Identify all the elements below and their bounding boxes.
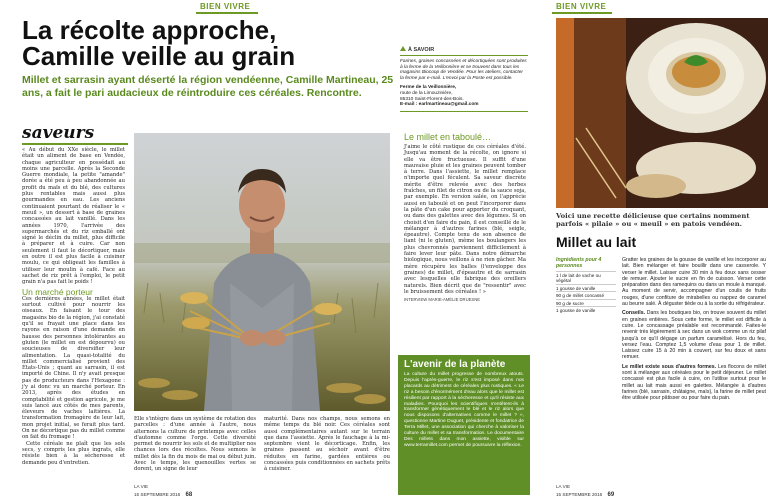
standfirst: Millet et sarrasin ayant déserté la région vendéenne, Camille Martineau, 25 ans, a fait le pari audacieux de réintroduire ces céréales. Rencontre. bbox=[22, 74, 394, 99]
footer-left-brand: LA VIE bbox=[134, 484, 149, 489]
column-1 bbox=[22, 147, 125, 466]
col1-paragraph-2: Ces dernières années, le millet était surtout cultivé pour nourrir les oiseaux. En faisant le tour des magasins bio de la région, j'ai constaté qu'il se frayait une place dans les rayons en raison d'une demande en hausse des personnes intolérantes au gluten (le millet en est dépourvu) ou soucieuses de diversifier leur alimentation. La quasi-totalité du millet commercialisé provient des États-Unis ; quant au sarrasin, il est importé de Chine. Il n'y avait presque pas de producteurs dans l'Hexagone : j'y ai donc vu un marché porteur. En 2013, après des études en comptabilité et gestion agricole, je me suis lancé aux côtés de mes parents, éleveurs de vaches laitières. La transformation fromagère de leur lait, mon projet initial, se ferait plus tard. On ne décortique pas du millet comme on fait du fromage ! bbox=[22, 295, 125, 441]
col1-paragraph-3: Cette céréale ne plaît que les sols secs, y compris les plus ingrats, elle résiste bien à la sécheresse et demande peu d'entretien. bbox=[22, 440, 125, 466]
avenir-title: L'avenir de la planète bbox=[404, 359, 506, 370]
ingredient-item: 90 g de millet concassé bbox=[556, 291, 616, 298]
footer-left-date-row bbox=[134, 492, 192, 498]
a-savoir-text: Farines, graines concassées et décortiquées sont produites à la ferme de la Veillonnière et se trouvent dans tous les magasins Biocoop de Vendée. Pour les ateliers, contacter la ferme par e-mail. L'envoi par la Poste est possible. bbox=[400, 59, 527, 81]
farm-line-1: Ferme de la Veillonnière, bbox=[400, 85, 457, 91]
folio-left: 68 bbox=[185, 492, 193, 498]
footer-left-date: 15 SEPTEMBRE 2016 bbox=[134, 492, 181, 497]
ingredients-title: Ingrédients pour 4 personnes bbox=[556, 257, 602, 269]
taboule-paragraph: J'aime le côté rustique de ces céréales d'été. Jusqu'au moment de la récolte, on ignore si elle va être fructueuse. Il suffit d'une mauvaise pluie et les graines peuvent tomber à terre. Dans l'assiette, le millet remplace n'importe quel féculent. Sa saveur discrète mérite d'être relevée avec des herbes fraîches, un filet de citron ou de la sauce soja, par exemple. En version salée, on l'apprécie aussi en taboulé et on peut l'incorporer dans la pâte d'un cake pour apporter du croquant, ou dans des galettes avec des légumes. Si on choisit d'en faire du pain, il est conseillé de le mélanger à d'autres farines (blé, seigle, épeautre). Compte tenu de son absence de liant (ni le gluten), même les boulangers les plus chevronnés parviennent difficilement à faire lever leur pâte. Dans notre démarche biologique, nous veillons à ne rien gâcher. Ma mère récupère les balles (l'enveloppe des graines) de millet, d'épeautre et de sarrasin avec lesquelles elle fabrique des oreillers naturels. Bien décrit que de "ressentir" avec le bruissement des céréales ! » bbox=[404, 144, 526, 295]
rubric-left: BIEN VIVRE bbox=[200, 2, 251, 11]
rubric-right: BIEN VIVRE bbox=[556, 2, 607, 11]
a-savoir-box bbox=[400, 46, 528, 112]
recipe-paragraph-3: Les flocons de millet sont à mélanger aux céréales pour le petit déjeuner. Le millet concassé est plus facile à cuire, on l'utilise surtout pour le millet au lait mais aussi en galettes. Mélangée à d'autres farines (blé, sarrasin, châtaigne, maïs), la farine de millet peut être utilisée pour pâtisser ou pour faire du pain. bbox=[622, 363, 767, 402]
column-2: Elle s'intègre dans un système de rotation des parcelles : d'une année à l'autre, nous alternons la culture de printemps avec celles d'automne comme l'orge. Cette diversité permet de nourrir les sols et de multiplier nos chances lors des récoltes. Nous semons le millet dès la fin du mois de mai ou début juin. Avec le temps, les quenouilles vertes se dorent, un signe de leur bbox=[134, 416, 256, 473]
triangle-icon bbox=[400, 46, 406, 51]
headline-line-1: La récolte approche, bbox=[22, 15, 277, 45]
farm-email: E-mail : earlmartineau@gmail.com bbox=[400, 102, 479, 108]
taboule-text bbox=[404, 144, 526, 303]
ingredient-item: 1 gousse de vanille bbox=[556, 306, 616, 313]
ingredient-item: 1 l de lait de vache ou végétal bbox=[556, 271, 616, 284]
rubric-bar-right bbox=[552, 12, 612, 14]
a-savoir-label-text: À SAVOIR bbox=[408, 47, 435, 53]
taboule-heading: Le millet en taboulé… bbox=[404, 132, 492, 142]
conseils-label: Conseils. bbox=[622, 310, 646, 317]
photo-caption: Voici une recette délicieuse que certains nomment parfois « pilaie » ou « meuil » en patois vendéen. bbox=[556, 212, 750, 228]
dessert-photo bbox=[556, 18, 768, 208]
headline bbox=[22, 17, 295, 69]
ingredients-box bbox=[556, 257, 616, 313]
farm-address bbox=[400, 85, 528, 107]
folio-right: 69 bbox=[607, 492, 615, 498]
farmer-illustration bbox=[134, 133, 390, 411]
footer-left bbox=[134, 484, 148, 489]
headline-line-2: Camille veille au grain bbox=[22, 41, 296, 71]
farmer-photo bbox=[134, 133, 390, 411]
recipe-steps bbox=[622, 257, 766, 402]
footer-right-brand: LA VIE bbox=[556, 484, 571, 489]
saveurs-rule bbox=[22, 143, 128, 145]
footer-right bbox=[556, 484, 570, 489]
avenir-box bbox=[398, 355, 530, 495]
interview-credit: INTERVIEW MARIE-AMÉLIE DRUESNE bbox=[404, 297, 481, 303]
col1-subheading: Un marché porteur bbox=[22, 286, 93, 297]
col1-paragraph-1: « Au début du XXe siècle, le millet était un aliment de base en Vendée, chaque agriculteur en possédait au moins une parcelle. Après la Seconde Guerre mondiale, la petite "amande" dorée a été peu à peu abandonnée au profit du maïs et du blé, des cultures plus rentables mais aussi plus gourmandes en eau. Les anciens continuaient pourtant de réaliser le « meuil », un dessert à base de graines concassées au lait vanillé. Dans les années 1970, l'arrivée des supermarchés et du riz emballé ont signé le déclin du millet, plus difficile à préparer et à cuire. Car non seulement il faut le décortiquer, mais en outre il est plus facile à cuisiner moulu, ce qui obligeait les familles à utiliser leur moulin à café. Face au sachet de riz prêt à l'emploi, le petit grain n'a pas fait le poids ! bbox=[22, 147, 125, 286]
farm-line-2: route de la Limouzinière, bbox=[400, 90, 453, 96]
autres-label: Le millet existe sous d'autres formes. bbox=[622, 363, 717, 370]
footer-right-date-row bbox=[556, 492, 614, 498]
recipe-paragraph-1: Gratter les graines de la gousse de vanille et les incorporer au lait. Bien mélanger et faire bouillir dans une casserole. Y verser le millet. Laisser cuire 30 min à feu doux sans cesser de remuer. Ajouter le sucre en fin de cuisson. Verser cette préparation dans des ramequins ou dans un moule à manqué. Au moment de servir, accompagner d'un coulis de fruits rouges, d'une confiture de mirabelles ou nappez de caramel au beurre salé. À déguster tiède ou à la sortie du réfrigérateur. bbox=[622, 257, 766, 308]
ingredients-list bbox=[556, 271, 616, 313]
column-3: maturité. Dans nos champs, nous semons en même temps du blé noir. Ces céréales sont aussi complémentaires autant sur le terrain que dans l'assiette. Après le fauchage à la mi-septembre vient le décorticage. Enfin, les graines passent au séchoir avant d'être réduites en farine, gardées entières ou concassées puis conditionnées en sachets prêts à cuisiner. bbox=[264, 416, 390, 473]
avenir-text: La culture du millet progresse de nombreux atouts. Depuis l'après-guerre, le riz s'est imposé dans nos placards au détriment de céréales plus rustiques. « Le riz a besoin d'énormément d'eau alors que le millet est résilient par rapport à la sécheresse et qu'il résiste aux maladies. Pourquoi les scientifiques s'entêtent-ils à transformer génétiquement le blé et le riz alors que nous disposons d'alternatives comme le millet ? », questionne Martine Duguet, présidente et fondatrice de Terra Millet, une association qui cherche à valoriser la culture du millet et sa transformation. Le documentaire Des millets dans mon assiette, visible sur www.terramillet.com permet de poursuivre la réflexion. bbox=[404, 372, 524, 448]
farm-line-3: 85310 Saint-Florent-des-Bois. bbox=[400, 96, 464, 102]
recipe-conseils bbox=[622, 310, 766, 360]
recipe-title: Millet au lait bbox=[556, 234, 637, 250]
dessert-illustration bbox=[556, 18, 768, 208]
a-savoir-label bbox=[400, 46, 528, 53]
saveurs-logo bbox=[22, 125, 128, 145]
recipe-autres bbox=[622, 364, 766, 402]
recipe-paragraph-2: Dans les boutiques bio, on trouve souvent du millet en graines entières. Sous cette forme, le millet est difficile à cuire. Le concassage préalable est recommandé. Faites-le revenir très légèrement à sec dans un wok comme un riz pilaf jusqu'à ce qu'il dégage un parfum caramélisé. Hors du feu, versez l'eau. Comptez 1,5 volume d'eau pour 1 de millet. Laissez cuire 15 à 20 min à couvert, sur feu doux et sans remuer. bbox=[622, 310, 766, 361]
ingredient-item: 90 g de sucre bbox=[556, 299, 616, 306]
footer-right-date: 15 SEPTEMBRE 2016 bbox=[556, 492, 603, 497]
a-savoir-rule bbox=[400, 55, 528, 56]
ingredient-item: 1 gousse de vanille bbox=[556, 284, 616, 291]
a-savoir-rule-bottom bbox=[400, 111, 528, 112]
saveurs-logo-text: saveurs bbox=[22, 123, 95, 143]
rubric-bar-left bbox=[196, 12, 258, 14]
